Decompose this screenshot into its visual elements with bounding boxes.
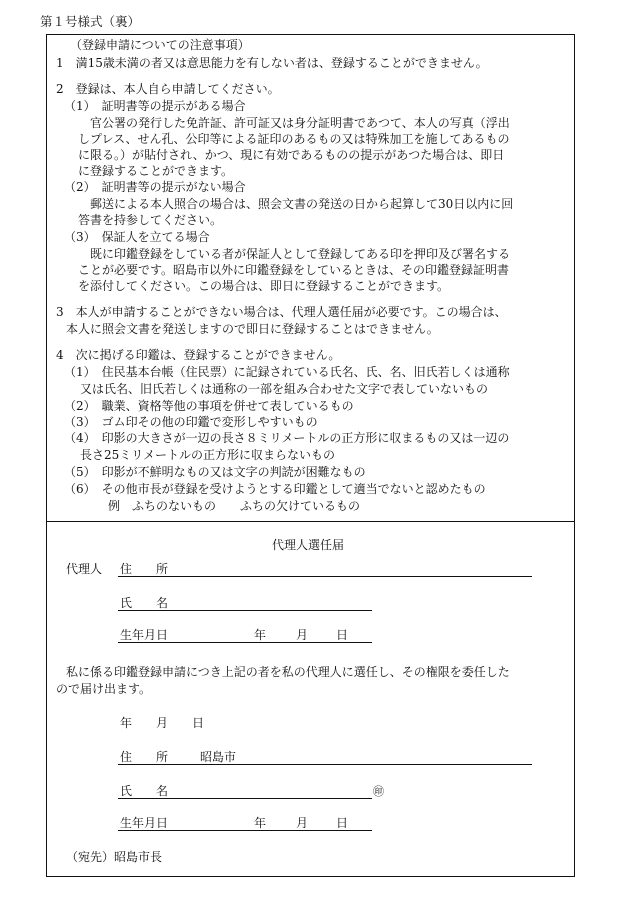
agent-name-label: 氏 名: [120, 596, 169, 610]
note-2-3-line-1: 既に印鑑登録をしている者が保証人として登録してある印を押印及び署名する: [90, 247, 511, 261]
agent-label: 代理人: [66, 562, 103, 576]
note-4-item-1-cont: 又は氏名、旧氏若しくは通称の一部を組み合わせた文字で表していないもの: [80, 382, 489, 396]
note-2-1-line-3: に限る。）が貼付され、かつ、現に有効であるものの提示があつた場合は、即日: [78, 148, 505, 162]
agent-dob-month: 月: [296, 628, 309, 642]
statement-line-1: 私に係る印鑑登録申請につき上記の者を私の代理人に選任し、その権限を委任した: [66, 665, 510, 679]
note-4-item-3: （3） ゴム印その他の印鑑で変形しやすいもの: [64, 415, 318, 429]
note-4: 4 次に掲げる印鑑は、登録することができません。: [56, 348, 341, 362]
notes-heading: （登録申請についての注意事項）: [70, 38, 250, 52]
note-2-3-line-3: を添付してください。この場合は、即日に登録することができます。: [78, 279, 450, 293]
applicant-name-field[interactable]: [118, 798, 372, 799]
proxy-title: 代理人選任届: [272, 538, 345, 552]
form-number-label: 第１号様式（裏）: [40, 14, 141, 29]
agent-dob-label: 生年月日: [120, 628, 169, 642]
addressee: （宛先）昭島市長: [66, 850, 163, 864]
note-2-1-line-2: しプレス、せん孔、公印等による証印のあるもの又は特殊加工を施してあるもの: [78, 132, 510, 146]
note-4-item-6: （6） その他市長が登録を受けようとする印鑑として適当でないと認めたもの: [64, 482, 486, 496]
note-2: 2 登録は、本人自ら申請してください。: [56, 82, 280, 96]
note-4-item-1: （1） 住民基本台帳（住民票）に記録されている氏名、氏、名、旧氏若しくは通称: [64, 365, 510, 379]
applicant-address-value: 昭島市: [200, 750, 237, 764]
applicant-name-label: 氏 名: [120, 784, 169, 798]
submission-date[interactable]: 年 月 日: [120, 716, 205, 730]
applicant-dob-day: 日: [336, 816, 349, 830]
note-2-2-title: （2） 証明書等の提示がない場合: [64, 180, 246, 194]
note-2-2-line-2: 答書を持参してください。: [78, 213, 223, 227]
note-2-1-title: （1） 証明書等の提示がある場合: [64, 99, 246, 113]
note-1: 1 満15歳未満の者又は意思能力を有しない者は、登録することができません。: [56, 56, 488, 70]
statement-line-2: ので届け出ます。: [56, 682, 152, 696]
applicant-address-label: 住 所: [120, 750, 169, 764]
applicant-dob-year: 年: [254, 816, 267, 830]
note-4-item-5: （5） 印影が不鮮明なもの又は文字の判読が困難なもの: [64, 465, 366, 479]
note-4-item-4: （4） 印影の大きさが一辺の長さ８ミリメートルの正方形に収まるもの又は一辺の: [64, 431, 510, 445]
note-4-item-2: （2） 職業、資格等他の事項を併せて表しているもの: [64, 399, 354, 413]
note-4-example: 例 ふちのないもの ふちの欠けているもの: [108, 499, 361, 513]
seal-mark: ㊞: [373, 785, 384, 798]
note-2-1-line-4: に登録することができます。: [78, 164, 234, 178]
note-3-line-1: 3 本人が申請することができない場合は、代理人選任届が必要です。この場合は、: [56, 305, 507, 319]
applicant-dob-label: 生年月日: [120, 816, 169, 830]
applicant-dob-field[interactable]: [118, 830, 372, 831]
applicant-address-field[interactable]: [118, 764, 532, 765]
agent-dob-day: 日: [336, 628, 349, 642]
section-divider: [46, 521, 575, 522]
agent-address-field[interactable]: [118, 576, 532, 577]
note-3-line-2: 本人に照会文書を発送しますので即日に登録することはできません。: [66, 322, 439, 336]
note-2-3-line-2: ことが必要です。昭島市以外に印鑑登録をしているときは、その印鑑登録証明書: [78, 263, 510, 277]
note-2-3-title: （3） 保証人を立てる場合: [64, 230, 210, 244]
agent-address-label: 住 所: [120, 562, 169, 576]
note-2-2-line-1: 郵送による本人照合の場合は、照会文書の発送の日から起算して30日以内に回: [90, 197, 514, 211]
agent-dob-year: 年: [254, 628, 267, 642]
agent-dob-field[interactable]: [118, 642, 372, 643]
applicant-dob-month: 月: [296, 816, 309, 830]
agent-name-field[interactable]: [118, 610, 372, 611]
note-2-1-line-1: 官公署の発行した免許証、許可証又は身分証明書であつて、本人の写真（浮出: [90, 116, 510, 130]
note-4-item-4-cont: 長さ25ミリメートルの正方形に収まらないもの: [80, 448, 336, 462]
